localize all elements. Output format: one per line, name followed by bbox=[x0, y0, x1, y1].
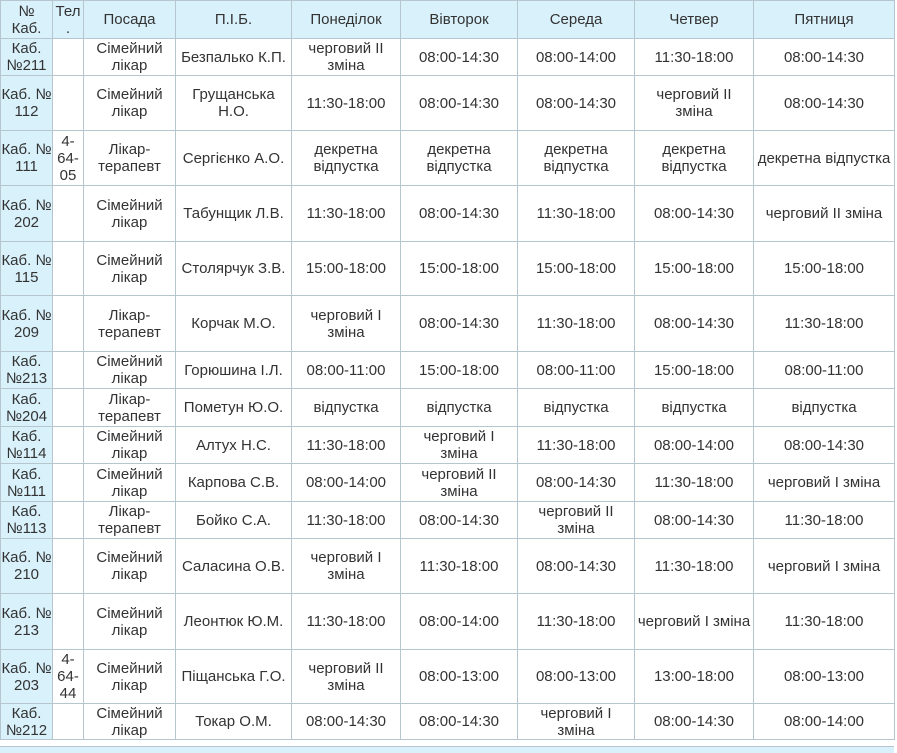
header-wednesday: Середа bbox=[518, 1, 635, 39]
wednesday-cell: 11:30-18:00 bbox=[518, 427, 635, 464]
name-cell: Табунщик Л.В. bbox=[176, 186, 292, 242]
wednesday-cell: 08:00-14:00 bbox=[518, 39, 635, 76]
tuesday-cell: 08:00-14:30 bbox=[401, 39, 518, 76]
header-friday: Пятниця bbox=[754, 1, 895, 39]
wednesday-cell: 11:30-18:00 bbox=[518, 296, 635, 352]
monday-cell: 11:30-18:00 bbox=[292, 594, 401, 650]
position-cell: Сімейний лікар bbox=[84, 186, 176, 242]
tel-cell bbox=[53, 39, 84, 76]
table-row bbox=[1, 296, 895, 352]
name-cell: Бойко С.А. bbox=[176, 502, 292, 539]
thursday-cell: 15:00-18:00 bbox=[635, 242, 754, 296]
position-cell: Сімейний лікар bbox=[84, 539, 176, 594]
tel-cell: 4-64-44 bbox=[53, 650, 84, 704]
tuesday-cell: черговий ІІ зміна bbox=[401, 464, 518, 502]
table-row bbox=[1, 39, 895, 76]
friday-cell: 08:00-14:30 bbox=[754, 39, 895, 76]
wednesday-cell: черговий ІІ зміна bbox=[518, 502, 635, 539]
monday-cell: 15:00-18:00 bbox=[292, 242, 401, 296]
table-row bbox=[1, 186, 895, 242]
table-row bbox=[1, 131, 895, 186]
name-cell: Карпова С.В. bbox=[176, 464, 292, 502]
tel-cell bbox=[53, 76, 84, 131]
room-cell: Каб. № 210 bbox=[1, 539, 53, 594]
position-cell: Сімейний лікар bbox=[84, 594, 176, 650]
position-cell: Сімейний лікар bbox=[84, 39, 176, 76]
name-cell: Столярчук З.В. bbox=[176, 242, 292, 296]
wednesday-cell: 08:00-14:30 bbox=[518, 539, 635, 594]
tel-cell bbox=[53, 502, 84, 539]
wednesday-cell: 08:00-11:00 bbox=[518, 352, 635, 389]
room-cell: Каб. № 213 bbox=[1, 594, 53, 650]
header-tuesday: Вівторок bbox=[401, 1, 518, 39]
friday-cell: 11:30-18:00 bbox=[754, 594, 895, 650]
friday-cell: 11:30-18:00 bbox=[754, 296, 895, 352]
thursday-cell: черговий ІІ зміна bbox=[635, 76, 754, 131]
thursday-cell: черговий І зміна bbox=[635, 594, 754, 650]
monday-cell: 11:30-18:00 bbox=[292, 76, 401, 131]
room-cell: Каб. № 115 bbox=[1, 242, 53, 296]
wednesday-cell: 08:00-13:00 bbox=[518, 650, 635, 704]
name-cell: Піщанська Г.О. bbox=[176, 650, 292, 704]
name-cell: Леонтюк Ю.М. bbox=[176, 594, 292, 650]
monday-cell: декретна відпустка bbox=[292, 131, 401, 186]
tel-cell bbox=[53, 242, 84, 296]
room-cell: Каб. №213 bbox=[1, 352, 53, 389]
tel-cell bbox=[53, 539, 84, 594]
name-cell: Алтух Н.С. bbox=[176, 427, 292, 464]
position-cell: Сімейний лікар bbox=[84, 650, 176, 704]
thursday-cell: 08:00-14:30 bbox=[635, 186, 754, 242]
position-cell: Сімейний лікар bbox=[84, 427, 176, 464]
header-name: П.І.Б. bbox=[176, 1, 292, 39]
tuesday-cell: 08:00-14:30 bbox=[401, 704, 518, 740]
tuesday-cell: 15:00-18:00 bbox=[401, 242, 518, 296]
tel-cell bbox=[53, 594, 84, 650]
next-row-strip bbox=[0, 746, 894, 753]
tuesday-cell: декретна відпустка bbox=[401, 131, 518, 186]
monday-cell: черговий І зміна bbox=[292, 296, 401, 352]
friday-cell: 08:00-14:00 bbox=[754, 704, 895, 740]
position-cell: Лікар-терапевт bbox=[84, 502, 176, 539]
thursday-cell: відпустка bbox=[635, 389, 754, 427]
position-cell: Сімейний лікар bbox=[84, 76, 176, 131]
room-cell: Каб. №211 bbox=[1, 39, 53, 76]
thursday-cell: 08:00-14:30 bbox=[635, 296, 754, 352]
room-cell: Каб. №114 bbox=[1, 427, 53, 464]
friday-cell: 08:00-13:00 bbox=[754, 650, 895, 704]
friday-cell: 15:00-18:00 bbox=[754, 242, 895, 296]
monday-cell: черговий ІІ зміна bbox=[292, 650, 401, 704]
thursday-cell: 11:30-18:00 bbox=[635, 464, 754, 502]
name-cell: Токар О.М. bbox=[176, 704, 292, 740]
thursday-cell: 08:00-14:30 bbox=[635, 704, 754, 740]
tel-cell bbox=[53, 389, 84, 427]
tuesday-cell: 08:00-14:00 bbox=[401, 594, 518, 650]
header-monday: Понеділок bbox=[292, 1, 401, 39]
table-row bbox=[1, 242, 895, 296]
room-cell: Каб. № 112 bbox=[1, 76, 53, 131]
tuesday-cell: 15:00-18:00 bbox=[401, 352, 518, 389]
position-cell: Лікар-терапевт bbox=[84, 389, 176, 427]
name-cell: Горюшина І.Л. bbox=[176, 352, 292, 389]
friday-cell: черговий ІІ зміна bbox=[754, 186, 895, 242]
header-room: № Каб. bbox=[1, 1, 53, 39]
tel-cell: 4-64-05 bbox=[53, 131, 84, 186]
tel-cell bbox=[53, 186, 84, 242]
monday-cell: відпустка bbox=[292, 389, 401, 427]
monday-cell: 08:00-11:00 bbox=[292, 352, 401, 389]
room-cell: Каб. №212 bbox=[1, 704, 53, 740]
friday-cell: 11:30-18:00 bbox=[754, 502, 895, 539]
table-row bbox=[1, 650, 895, 704]
thursday-cell: 11:30-18:00 bbox=[635, 39, 754, 76]
thursday-cell: 11:30-18:00 bbox=[635, 539, 754, 594]
monday-cell: черговий І зміна bbox=[292, 539, 401, 594]
room-cell: Каб. № 209 bbox=[1, 296, 53, 352]
table-row bbox=[1, 704, 895, 740]
tel-cell bbox=[53, 427, 84, 464]
position-cell: Сімейний лікар bbox=[84, 352, 176, 389]
tuesday-cell: 08:00-14:30 bbox=[401, 76, 518, 131]
room-cell: Каб. № 203 bbox=[1, 650, 53, 704]
table-row bbox=[1, 389, 895, 427]
wednesday-cell: 08:00-14:30 bbox=[518, 464, 635, 502]
name-cell: Сергієнко А.О. bbox=[176, 131, 292, 186]
wednesday-cell: 08:00-14:30 bbox=[518, 76, 635, 131]
tuesday-cell: відпустка bbox=[401, 389, 518, 427]
friday-cell: відпустка bbox=[754, 389, 895, 427]
thursday-cell: 08:00-14:00 bbox=[635, 427, 754, 464]
room-cell: Каб. № 202 bbox=[1, 186, 53, 242]
thursday-cell: декретна відпустка bbox=[635, 131, 754, 186]
monday-cell: 08:00-14:00 bbox=[292, 464, 401, 502]
name-cell: Грущанська Н.О. bbox=[176, 76, 292, 131]
table-row bbox=[1, 594, 895, 650]
name-cell: Корчак М.О. bbox=[176, 296, 292, 352]
wednesday-cell: декретна відпустка bbox=[518, 131, 635, 186]
thursday-cell: 13:00-18:00 bbox=[635, 650, 754, 704]
friday-cell: 08:00-14:30 bbox=[754, 76, 895, 131]
monday-cell: черговий ІІ зміна bbox=[292, 39, 401, 76]
table-row bbox=[1, 539, 895, 594]
tel-cell bbox=[53, 464, 84, 502]
position-cell: Лікар-терапевт bbox=[84, 296, 176, 352]
room-cell: Каб. №204 bbox=[1, 389, 53, 427]
position-cell: Сімейний лікар bbox=[84, 464, 176, 502]
position-cell: Сімейний лікар bbox=[84, 704, 176, 740]
tuesday-cell: 08:00-14:30 bbox=[401, 186, 518, 242]
tuesday-cell: 11:30-18:00 bbox=[401, 539, 518, 594]
table-row bbox=[1, 464, 895, 502]
name-cell: Саласина О.В. bbox=[176, 539, 292, 594]
tel-cell bbox=[53, 296, 84, 352]
table-row bbox=[1, 76, 895, 131]
friday-cell: черговий І зміна bbox=[754, 539, 895, 594]
position-cell: Лікар-терапевт bbox=[84, 131, 176, 186]
monday-cell: 11:30-18:00 bbox=[292, 502, 401, 539]
name-cell: Пометун Ю.О. bbox=[176, 389, 292, 427]
room-cell: Каб. № 111 bbox=[1, 131, 53, 186]
table-row bbox=[1, 427, 895, 464]
wednesday-cell: 11:30-18:00 bbox=[518, 186, 635, 242]
wednesday-cell: черговий І зміна bbox=[518, 704, 635, 740]
position-cell: Сімейний лікар bbox=[84, 242, 176, 296]
friday-cell: 08:00-11:00 bbox=[754, 352, 895, 389]
name-cell: Безпалько К.П. bbox=[176, 39, 292, 76]
tuesday-cell: 08:00-14:30 bbox=[401, 296, 518, 352]
header-thursday: Четвер bbox=[635, 1, 754, 39]
tuesday-cell: черговий І зміна bbox=[401, 427, 518, 464]
room-cell: Каб. №111 bbox=[1, 464, 53, 502]
header-row bbox=[1, 1, 895, 39]
table-row bbox=[1, 502, 895, 539]
thursday-cell: 15:00-18:00 bbox=[635, 352, 754, 389]
monday-cell: 08:00-14:30 bbox=[292, 704, 401, 740]
tel-cell bbox=[53, 704, 84, 740]
room-cell: Каб. №113 bbox=[1, 502, 53, 539]
wednesday-cell: 11:30-18:00 bbox=[518, 594, 635, 650]
friday-cell: черговий І зміна bbox=[754, 464, 895, 502]
monday-cell: 11:30-18:00 bbox=[292, 427, 401, 464]
wednesday-cell: відпустка bbox=[518, 389, 635, 427]
header-position: Посада bbox=[84, 1, 176, 39]
thursday-cell: 08:00-14:30 bbox=[635, 502, 754, 539]
monday-cell: 11:30-18:00 bbox=[292, 186, 401, 242]
tuesday-cell: 08:00-13:00 bbox=[401, 650, 518, 704]
wednesday-cell: 15:00-18:00 bbox=[518, 242, 635, 296]
header-tel: Тел. bbox=[53, 1, 84, 39]
friday-cell: декретна відпустка bbox=[754, 131, 895, 186]
table-row bbox=[1, 352, 895, 389]
friday-cell: 08:00-14:30 bbox=[754, 427, 895, 464]
tuesday-cell: 08:00-14:30 bbox=[401, 502, 518, 539]
tel-cell bbox=[53, 352, 84, 389]
